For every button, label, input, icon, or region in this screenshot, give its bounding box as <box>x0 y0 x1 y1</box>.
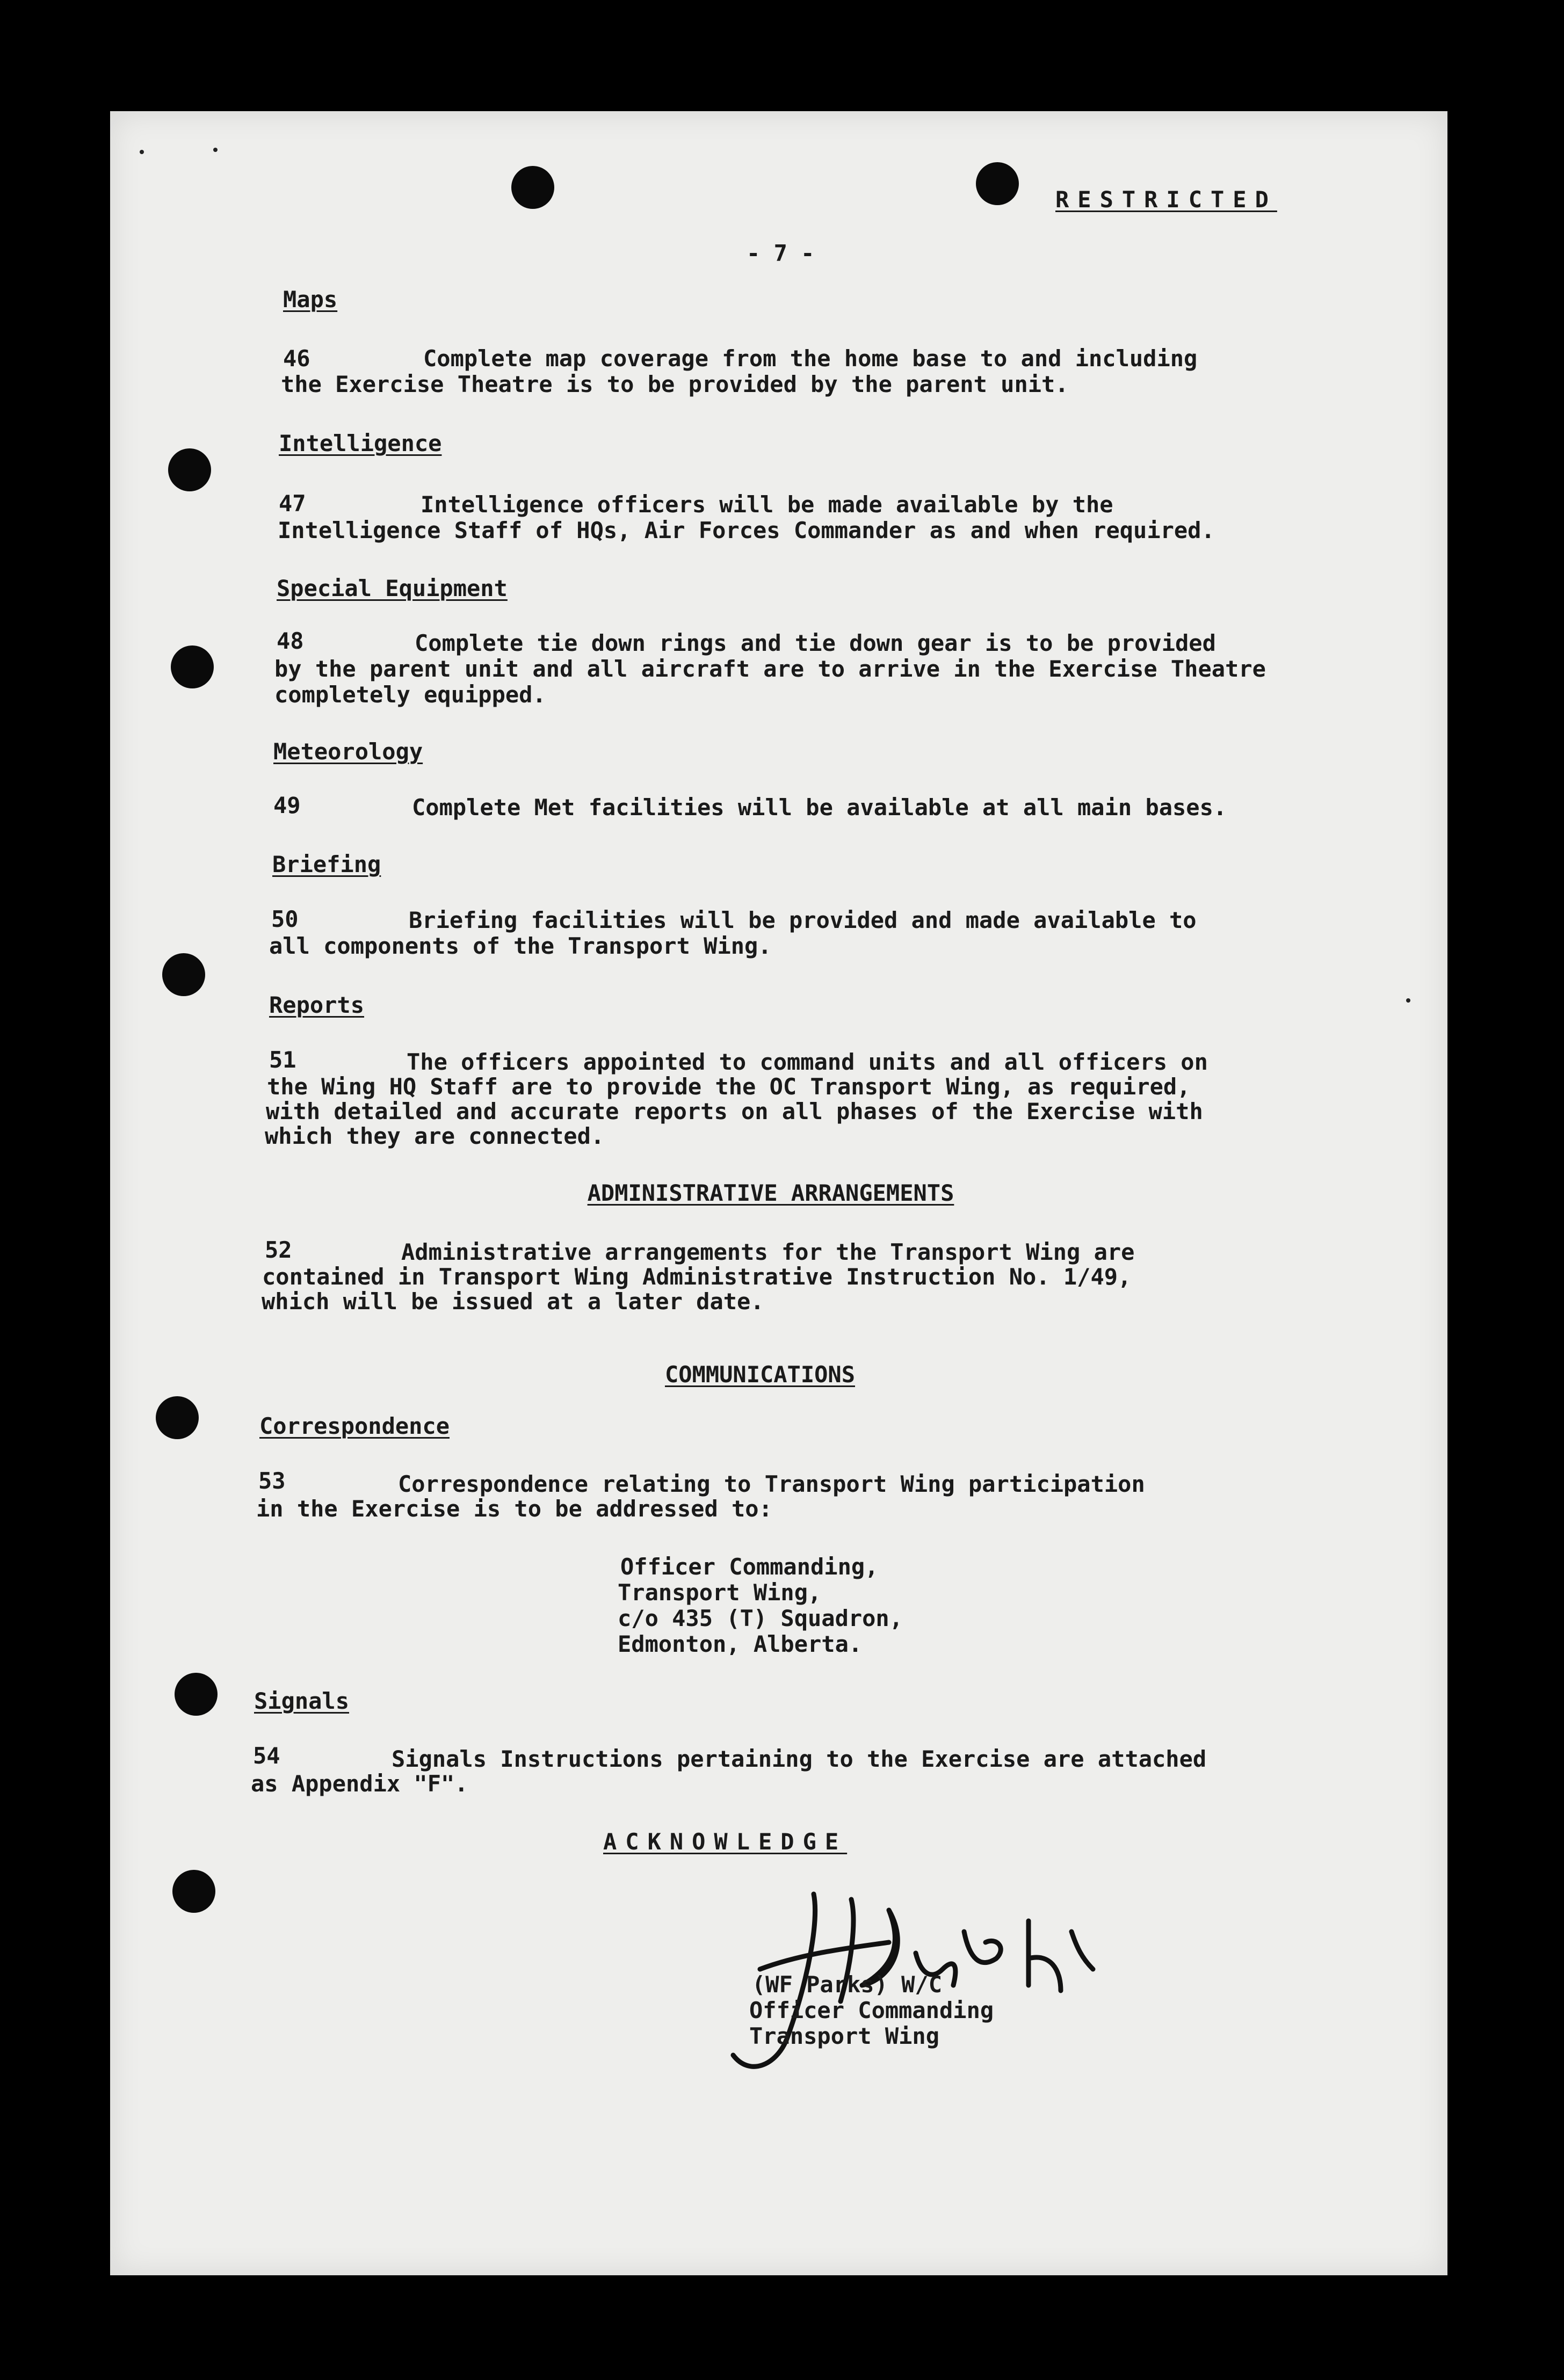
section-heading-communications: COMMUNICATIONS <box>664 1361 855 1388</box>
page-number: - 7 - <box>747 240 815 266</box>
address-line: Officer Commanding, <box>620 1554 879 1580</box>
signatory-line: (WF Parks) W/C <box>752 1971 943 1998</box>
dust-speck <box>140 150 144 154</box>
paragraph-line: completely equipped. <box>274 681 546 708</box>
section-heading-signals: Signals <box>254 1688 350 1714</box>
address-line: Transport Wing, <box>618 1579 822 1606</box>
paragraph-line: as Appendix "F". <box>251 1771 468 1797</box>
section-heading-meteorology: Meteorology <box>273 738 423 765</box>
acknowledge-marking: ACKNOWLEDGE <box>603 1828 848 1855</box>
paragraph-number: 53 <box>258 1468 286 1494</box>
section-heading-reports: Reports <box>269 992 365 1018</box>
section-heading-administrative-arrangements: ADMINISTRATIVE ARRANGEMENTS <box>587 1180 954 1206</box>
paragraph-line: Complete Met facilities will be available at all main bases. <box>412 794 1227 821</box>
paragraph-number: 48 <box>277 628 304 654</box>
paragraph-line: Administrative arrangements for the Transport Wing are <box>401 1239 1135 1265</box>
paragraph-line: Complete tie down rings and tie down gear is to be provided <box>415 630 1216 656</box>
document-page <box>110 111 1447 2275</box>
paragraph-line: Intelligence officers will be made available by the <box>421 491 1113 518</box>
punch-hole <box>976 162 1019 205</box>
punch-hole <box>171 645 214 688</box>
punch-hole <box>162 953 205 996</box>
paragraph-line: in the Exercise is to be addressed to: <box>256 1496 772 1522</box>
signatory-line: Officer Commanding <box>749 1997 994 2023</box>
paragraph-line: by the parent unit and all aircraft are to arrive in the Exercise Theatre <box>274 656 1266 682</box>
paragraph-number: 46 <box>283 345 310 372</box>
section-heading-maps: Maps <box>283 286 338 313</box>
dust-speck <box>213 148 218 152</box>
paragraph-number: 52 <box>265 1237 292 1263</box>
paragraph-line: the Wing HQ Staff are to provide the OC Transport Wing, as required, <box>267 1073 1191 1100</box>
paragraph-number: 49 <box>273 792 301 818</box>
paragraph-line: Signals Instructions pertaining to the Exercise are attached <box>392 1746 1207 1772</box>
punch-hole <box>168 448 211 491</box>
address-line: c/o 435 (T) Squadron, <box>618 1605 903 1631</box>
paragraph-line: Complete map coverage from the home base to and including <box>423 345 1198 372</box>
paragraph-line: Briefing facilities will be provided and made available to <box>409 907 1197 933</box>
paragraph-line: with detailed and accurate reports on all phases of the Exercise with <box>266 1098 1203 1124</box>
section-heading-intelligence: Intelligence <box>279 430 442 456</box>
signatory-line: Transport Wing <box>749 2023 940 2049</box>
classification-marking: RESTRICTED <box>1055 186 1277 213</box>
paragraph-line: Correspondence relating to Transport Wing participation <box>398 1471 1145 1497</box>
paragraph-number: 51 <box>269 1047 296 1073</box>
punch-hole <box>511 166 554 209</box>
section-heading-special-equipment: Special Equipment <box>277 575 508 601</box>
dust-speck <box>1406 998 1410 1003</box>
paragraph-line: the Exercise Theatre is to be provided by the parent unit. <box>281 371 1069 397</box>
paragraph-number: 54 <box>253 1743 280 1769</box>
paragraph-line: all components of the Transport Wing. <box>269 933 772 959</box>
paragraph-line: which will be issued at a later date. <box>262 1288 764 1315</box>
paragraph-line: Intelligence Staff of HQs, Air Forces Commander as and when required. <box>278 517 1215 543</box>
section-heading-briefing: Briefing <box>272 851 381 877</box>
punch-hole <box>172 1870 215 1913</box>
paragraph-line: The officers appointed to command units and all officers on <box>407 1049 1208 1075</box>
section-heading-correspondence: Correspondence <box>259 1413 450 1439</box>
punch-hole <box>175 1673 218 1716</box>
paragraph-number: 50 <box>271 906 299 932</box>
address-line: Edmonton, Alberta. <box>618 1631 863 1657</box>
punch-hole <box>156 1396 199 1439</box>
paragraph-line: which they are connected. <box>265 1123 605 1149</box>
paragraph-line: contained in Transport Wing Administrative Instruction No. 1/49, <box>262 1264 1132 1290</box>
paragraph-number: 47 <box>279 490 306 517</box>
